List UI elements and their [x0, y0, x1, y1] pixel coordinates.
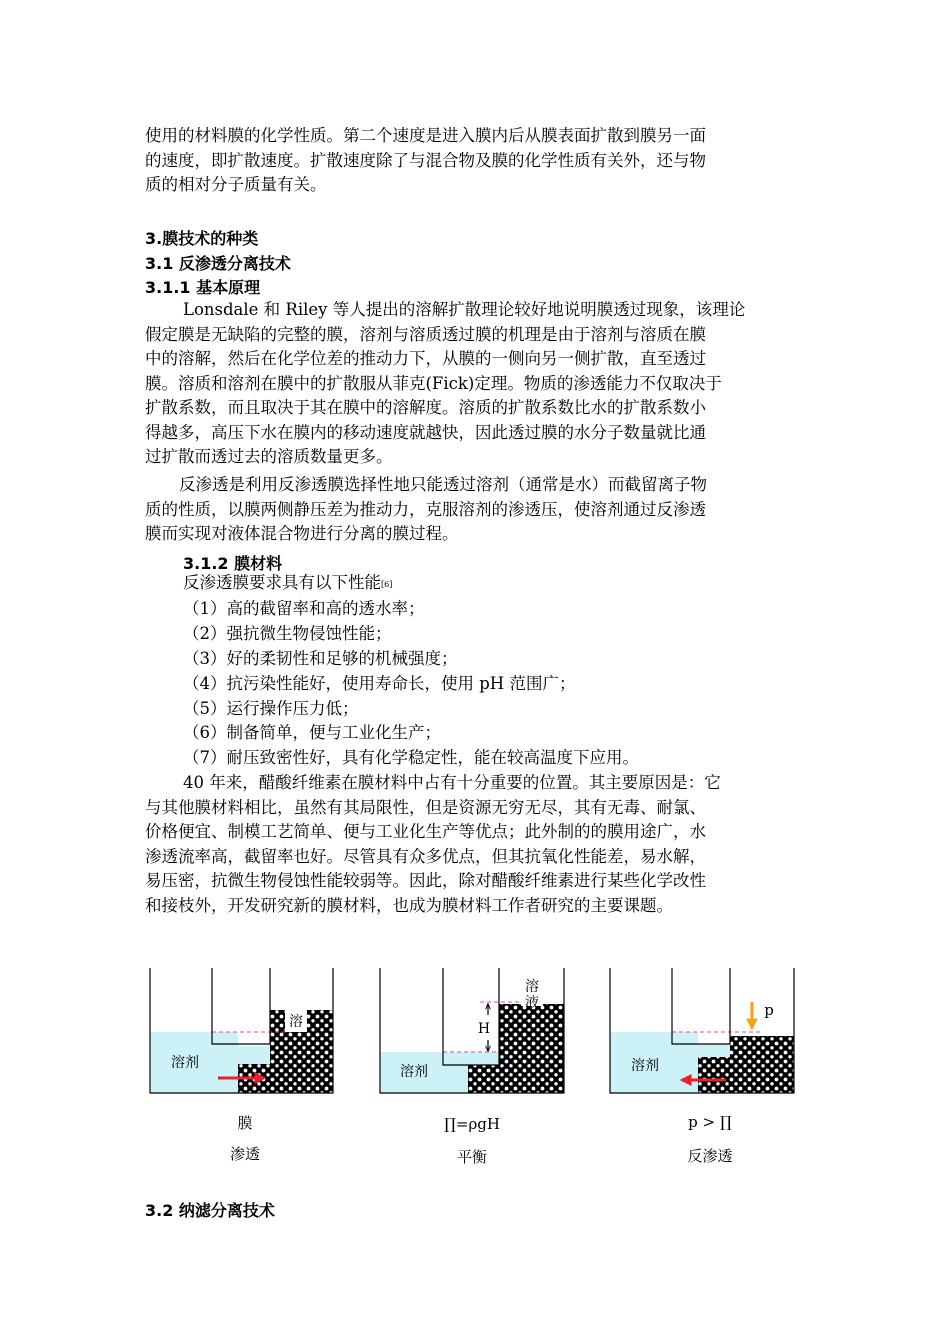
membrane-tube — [443, 968, 499, 1065]
height-label: H — [477, 1021, 491, 1037]
text-line: 渗透流率高，截留率也好。尽管具有众多优点，但其抗氧化性能差，易水解， — [145, 846, 706, 866]
heading-3-1: 3.1 反渗透分离技术 — [145, 254, 291, 273]
text-line: 扩散系数，而且取决于其在膜中的溶解度。溶质的扩散系数比水的扩散系数小 — [145, 398, 706, 417]
heading-3: 3.膜技术的种类 — [145, 229, 259, 248]
panel-reverse-osmosis — [610, 968, 794, 1093]
solvent-label: 溶剂 — [400, 1064, 428, 1080]
heading-3-1-1: 3.1.1 基本原理 — [145, 278, 261, 297]
text-line: Lonsdale 和 Riley 等人提出的溶解扩散理论较好地说明膜透过现象，该理论 — [183, 300, 746, 319]
list-item: （5）运行操作压力低； — [183, 699, 359, 718]
panel-equilibrium — [380, 968, 564, 1093]
cellulose-paragraph — [145, 771, 805, 918]
text-line: 价格便宜、制模工艺简单、便与工业化生产等优点；此外制的的膜用途广，水 — [145, 822, 706, 841]
text-line: 的速度，即扩散速度。扩散速度除了与混合物及膜的化学性质有关外，还与物 — [145, 150, 706, 170]
solvent-region — [698, 1044, 730, 1057]
text-line: 质的性质，以膜两侧静压差为推动力，克服溶剂的渗透压，使溶剂通过反渗透 — [145, 499, 706, 519]
osmosis-diagram — [0, 960, 950, 1100]
intro-paragraph — [145, 124, 805, 198]
solvent-label: 溶剂 — [171, 1055, 199, 1071]
text-line: 与其他膜材料相比，虽然有其局限性，但是资源无穷无尽，其有无毒、耐氯、 — [145, 797, 706, 817]
solute-label: 溶 — [289, 1014, 303, 1030]
text-line: 40 年来，醋酸纤维素在膜材料中占有十分重要的位置。其主要原因是：它 — [183, 773, 721, 792]
citation-ref: [6] — [381, 580, 393, 589]
text-line: 使用的材料膜的化学性质。第二个速度是进入膜内后从膜表面扩散到膜另一面 — [145, 126, 706, 145]
solute-region — [499, 1004, 564, 1093]
heading-3-2: 3.2 纳滤分离技术 — [145, 1201, 275, 1220]
solute-region — [468, 1065, 499, 1093]
list-item: （1）高的截留率和高的透水率； — [183, 599, 425, 618]
membrane-label: 膜 — [237, 1114, 253, 1132]
text-line: 和接枝外，开发研究新的膜材料，也成为膜材料工作者研究的主要课题。 — [145, 895, 673, 915]
solute-label: 液 — [525, 995, 539, 1011]
text-line: 假定膜是无缺陷的完整的膜，溶剂与溶质透过膜的机理是由于溶剂与溶质在膜 — [145, 324, 706, 344]
caption-equilibrium: 平衡 — [456, 1148, 487, 1166]
solvent-label: 溶剂 — [631, 1058, 659, 1074]
text-line: 过扩散而透过去的溶质数量更多。 — [145, 447, 393, 466]
text-line: 中的溶解，然后在化学位差的推动力下，从膜的一侧向另一侧扩散，直至透过 — [145, 349, 706, 368]
text-line: 膜而实现对液体混合物进行分离的膜过程。 — [145, 524, 459, 543]
solute-region — [698, 1057, 730, 1093]
pressure-label: p — [764, 1001, 774, 1019]
requirements-intro-text: 反渗透膜要求具有以下性能 — [183, 573, 381, 592]
equation-equilibrium: ∏=ρgH — [443, 1115, 500, 1133]
reverse-osmosis-paragraph — [145, 473, 805, 547]
text-line: 得越多，高压下水在膜内的移动速度就越快，因此透过膜的水分子数量就比通 — [145, 422, 706, 442]
heading-3-1-2: 3.1.2 膜材料 — [183, 554, 283, 573]
list-item: （6）制备简单，便与工业化生产； — [183, 723, 441, 742]
text-line: 质的相对分子质量有关。 — [145, 175, 327, 194]
text-line: 反渗透是利用反渗透膜选择性地只能透过溶剂（通常是水）而截留离子物 — [179, 475, 707, 494]
caption-osmosis: 渗透 — [229, 1145, 260, 1163]
list-item: （4）抗污染性能好，使用寿命长，使用 pH 范围广； — [183, 674, 576, 693]
list-item: （3）好的柔韧性和足够的机械强度； — [183, 649, 458, 668]
osmosis-figure — [0, 960, 950, 1180]
text-line: 易压密，抗微生物侵蚀性能较弱等。因此，除对醋酸纤维素进行某些化学改性 — [145, 871, 706, 890]
list-item: （2）强抗微生物侵蚀性能； — [183, 624, 392, 643]
panel-osmosis — [150, 968, 333, 1093]
caption-reverse-osmosis: 反渗透 — [687, 1147, 733, 1165]
lonsdale-paragraph — [145, 298, 805, 470]
solute-region — [730, 1036, 794, 1093]
equation-reverse-osmosis: p > ∏ — [688, 1113, 732, 1131]
requirements-intro — [183, 571, 392, 596]
solute-label: 溶 — [525, 979, 539, 995]
text-line: 膜。溶质和溶剂在膜中的扩散服从菲克(Fick)定理。物质的渗透能力不仅取决于 — [145, 373, 722, 393]
list-item: （7）耐压致密性好，具有化学稳定性，能在较高温度下应用。 — [183, 748, 639, 767]
solvent-region — [468, 1052, 499, 1065]
